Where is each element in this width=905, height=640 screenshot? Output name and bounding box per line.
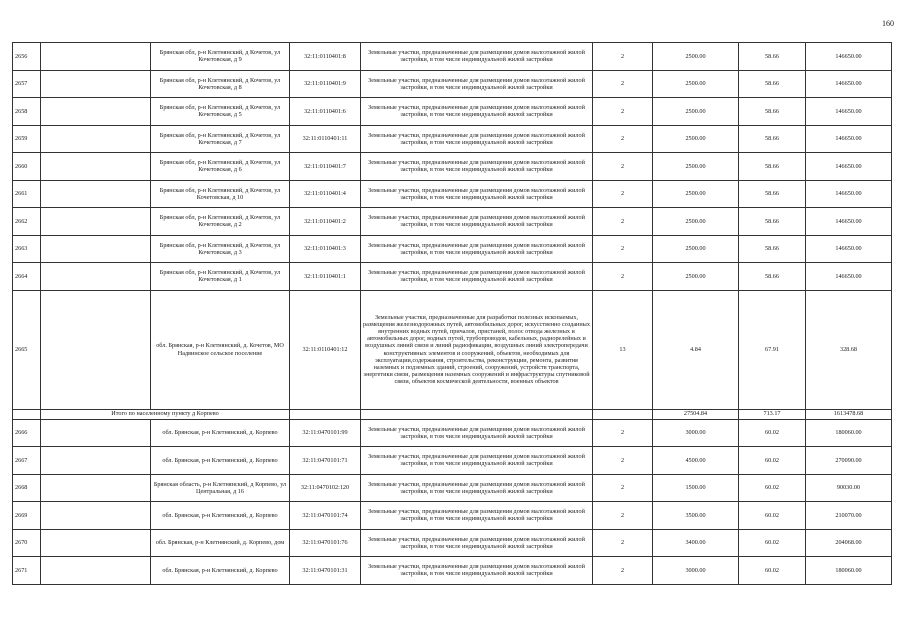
table-row xyxy=(13,419,892,447)
address-cell: Брянская обл, р-н Клетнянский, д Кочетов, ул Кочетовская, д 7 xyxy=(151,125,290,153)
area-value: 2500.00 xyxy=(653,153,739,181)
rate-value: 58.66 xyxy=(739,70,806,98)
empty-cell xyxy=(13,409,41,419)
area-value: 1500.00 xyxy=(653,474,739,502)
area-value: 2500.00 xyxy=(653,235,739,263)
total-rate: 713.17 xyxy=(739,409,806,419)
empty-cell xyxy=(41,447,151,475)
land-purpose: Земельные участки, предназначенные для размещения домов малоэтажной жилой застройки, в том числе индивидуальной жилой застройки xyxy=(361,529,593,557)
group-number: 2 xyxy=(593,502,653,530)
address-cell: обл. Брянская, р-н Клетнянский, д. Корпево xyxy=(151,502,290,530)
cadastral-value: 146650.00 xyxy=(806,98,892,126)
rate-value: 60.02 xyxy=(739,502,806,530)
group-number: 2 xyxy=(593,125,653,153)
empty-cell xyxy=(41,502,151,530)
row-number: 2662 xyxy=(13,208,41,236)
cadastral-value: 90030.00 xyxy=(806,474,892,502)
address-cell: обл. Брянская, р-н Клетнянский, д. Корпево xyxy=(151,557,290,585)
group-number: 2 xyxy=(593,153,653,181)
table-row xyxy=(13,502,892,530)
address-cell: Брянская обл, р-н Клетнянский, д Кочетов, ул Кочетовская, д 9 xyxy=(151,43,290,71)
area-value: 3500.00 xyxy=(653,502,739,530)
empty-cell xyxy=(41,290,151,409)
table-row xyxy=(13,447,892,475)
land-purpose: Земельные участки, предназначенные для размещения домов малоэтажной жилой застройки, в том числе индивидуальной жилой застройки xyxy=(361,153,593,181)
rate-value: 60.02 xyxy=(739,474,806,502)
cadastral-value: 204068.00 xyxy=(806,529,892,557)
cadastral-number: 32:11:0110401:12 xyxy=(290,290,361,409)
empty-cell xyxy=(41,235,151,263)
land-purpose: Земельные участки, предназначенные для размещения домов малоэтажной жилой застройки, в том числе индивидуальной жилой застройки xyxy=(361,502,593,530)
land-purpose: Земельные участки, предназначенные для размещения домов малоэтажной жилой застройки, в том числе индивидуальной жилой застройки xyxy=(361,263,593,291)
land-purpose: Земельные участки, предназначенные для размещения домов малоэтажной жилой застройки, в том числе индивидуальной жилой застройки xyxy=(361,125,593,153)
empty-cell xyxy=(593,409,653,419)
area-value: 3000.00 xyxy=(653,557,739,585)
rate-value: 58.66 xyxy=(739,153,806,181)
land-purpose: Земельные участки, предназначенные для размещения домов малоэтажной жилой застройки, в том числе индивидуальной жилой застройки xyxy=(361,419,593,447)
land-purpose: Земельные участки, предназначенные для размещения домов малоэтажной жилой застройки, в том числе индивидуальной жилой застройки xyxy=(361,557,593,585)
table-row xyxy=(13,153,892,181)
group-number: 2 xyxy=(593,447,653,475)
group-number: 2 xyxy=(593,474,653,502)
land-purpose: Земельные участки, предназначенные для размещения домов малоэтажной жилой застройки, в том числе индивидуальной жилой застройки xyxy=(361,474,593,502)
group-number: 2 xyxy=(593,208,653,236)
cadastral-number: 32:11:0110401:11 xyxy=(290,125,361,153)
empty-cell xyxy=(41,208,151,236)
empty-cell xyxy=(41,70,151,98)
cadastral-value: 146650.00 xyxy=(806,235,892,263)
land-purpose: Земельные участки, предназначенные для размещения домов малоэтажной жилой застройки, в том числе индивидуальной жилой застройки xyxy=(361,98,593,126)
rate-value: 58.66 xyxy=(739,125,806,153)
rate-value: 58.66 xyxy=(739,208,806,236)
empty-cell xyxy=(41,43,151,71)
group-number: 2 xyxy=(593,70,653,98)
row-number: 2664 xyxy=(13,263,41,291)
cadastral-value: 146650.00 xyxy=(806,180,892,208)
land-purpose: Земельные участки, предназначенные для размещения домов малоэтажной жилой застройки, в том числе индивидуальной жилой застройки xyxy=(361,447,593,475)
cadastral-number: 32:11:0110401:7 xyxy=(290,153,361,181)
area-value: 4500.00 xyxy=(653,447,739,475)
rate-value: 60.02 xyxy=(739,529,806,557)
empty-cell xyxy=(41,98,151,126)
land-purpose: Земельные участки, предназначенные для размещения домов малоэтажной жилой застройки, в том числе индивидуальной жилой застройки xyxy=(361,208,593,236)
cadastral-value: 146650.00 xyxy=(806,70,892,98)
table-row xyxy=(13,263,892,291)
address-cell: обл. Брянская, р-н Клетнянский, д. Корпево, дом xyxy=(151,529,290,557)
cadastral-number: 32:11:0470101:71 xyxy=(290,447,361,475)
row-number: 2665 xyxy=(13,290,41,409)
cadastral-value: 146650.00 xyxy=(806,125,892,153)
group-number: 2 xyxy=(593,98,653,126)
total-row xyxy=(13,409,892,419)
row-number: 2669 xyxy=(13,502,41,530)
cadastral-value: 180060.00 xyxy=(806,557,892,585)
cadastral-number: 32:11:0470101:99 xyxy=(290,419,361,447)
area-value: 2500.00 xyxy=(653,98,739,126)
empty-cell xyxy=(361,409,593,419)
row-number: 2658 xyxy=(13,98,41,126)
cadastral-number: 32:11:0110401:4 xyxy=(290,180,361,208)
rate-value: 60.02 xyxy=(739,447,806,475)
cadastral-number: 32:11:0110401:6 xyxy=(290,98,361,126)
address-cell: Брянская обл, р-н Клетнянский, д Кочетов, ул Кочетовская, д 8 xyxy=(151,70,290,98)
cadastral-value: 146650.00 xyxy=(806,153,892,181)
row-number: 2661 xyxy=(13,180,41,208)
address-cell: Брянская обл, р-н Клетнянский, д Кочетов, ул Кочетовская, д 1 xyxy=(151,263,290,291)
table-row xyxy=(13,557,892,585)
group-number: 2 xyxy=(593,263,653,291)
row-number: 2670 xyxy=(13,529,41,557)
table-row xyxy=(13,180,892,208)
land-purpose: Земельные участки, предназначенные для размещения домов малоэтажной жилой застройки, в том числе индивидуальной жилой застройки xyxy=(361,70,593,98)
empty-cell xyxy=(41,153,151,181)
cadastral-value: 270090.00 xyxy=(806,447,892,475)
empty-cell xyxy=(41,263,151,291)
address-cell: Брянская обл, р-н Клетнянский, д Кочетов, ул Кочетовская, д 3 xyxy=(151,235,290,263)
table-row xyxy=(13,70,892,98)
empty-cell xyxy=(41,125,151,153)
cadastral-number: 32:11:0470101:31 xyxy=(290,557,361,585)
table-row xyxy=(13,529,892,557)
cadastral-value: 210070.00 xyxy=(806,502,892,530)
row-number: 2671 xyxy=(13,557,41,585)
cadastral-value: 328.68 xyxy=(806,290,892,409)
area-value: 2500.00 xyxy=(653,263,739,291)
table-row xyxy=(13,290,892,409)
total-value: 1613478.68 xyxy=(806,409,892,419)
row-number: 2660 xyxy=(13,153,41,181)
total-label: Итого по населенному пункту д Корпево xyxy=(41,409,290,419)
row-number: 2659 xyxy=(13,125,41,153)
cadastral-number: 32:11:0110401:1 xyxy=(290,263,361,291)
area-value: 3000.00 xyxy=(653,419,739,447)
group-number: 2 xyxy=(593,180,653,208)
address-cell: Брянская обл, р-н Клетнянский, д Кочетов, ул Кочетовская, д 2 xyxy=(151,208,290,236)
rate-value: 58.66 xyxy=(739,98,806,126)
address-cell: Брянская область, р-н Клетнянский, д Корпево, ул Центральная, д 16 xyxy=(151,474,290,502)
land-purpose: Земельные участки, предназначенные для размещения домов малоэтажной жилой застройки, в том числе индивидуальной жилой застройки xyxy=(361,235,593,263)
cadastral-number: 32:11:0470102:120 xyxy=(290,474,361,502)
area-value: 3400.00 xyxy=(653,529,739,557)
group-number: 2 xyxy=(593,235,653,263)
group-number: 2 xyxy=(593,43,653,71)
rate-value: 67.91 xyxy=(739,290,806,409)
cadastral-value: 180060.00 xyxy=(806,419,892,447)
rate-value: 60.02 xyxy=(739,419,806,447)
table-row xyxy=(13,474,892,502)
area-value: 2500.00 xyxy=(653,43,739,71)
row-number: 2667 xyxy=(13,447,41,475)
address-cell: Брянская обл, р-н Клетнянский, д Кочетов, ул Кочетовская, д 6 xyxy=(151,153,290,181)
rate-value: 58.66 xyxy=(739,263,806,291)
rate-value: 58.66 xyxy=(739,235,806,263)
land-purpose: Земельные участки, предназначенные для разработки полезных ископаемых, размещения железнодорожных путей, автомобильных дорог, искусственно созданных внутренних водных путей, причалов, пристаней, полос отвода железных и автомобильных дорог, водных путей, трубопроводов, кабельных, радиорелейных и воздушных линий связи и линий радиофикации, воздушных линий электропередачи конструктивных элементов и сооружений, объектов, необходимых для эксплуатации,содержания, строительства, реконструкции, ремонта, развития наземных и подземных зданий, строений, сооружений, устройств транспорта, энергетики связи, размещения наземных сооружений и инфраструктуры спутниковой связи, объектов космической деятельности, военных объектов xyxy=(361,290,593,409)
rate-value: 58.66 xyxy=(739,43,806,71)
cadastral-number: 32:11:0110401:2 xyxy=(290,208,361,236)
table-row xyxy=(13,235,892,263)
page-number: 160 xyxy=(882,19,894,28)
table-row xyxy=(13,208,892,236)
land-purpose: Земельные участки, предназначенные для размещения домов малоэтажной жилой застройки, в том числе индивидуальной жилой застройки xyxy=(361,43,593,71)
empty-cell xyxy=(41,557,151,585)
area-value: 2500.00 xyxy=(653,180,739,208)
address-cell: Брянская обл, р-н Клетнянский, д Кочетов, ул Кочетовская, д 5 xyxy=(151,98,290,126)
cadastral-value: 146650.00 xyxy=(806,263,892,291)
group-number: 2 xyxy=(593,557,653,585)
rate-value: 60.02 xyxy=(739,557,806,585)
cadastral-number: 32:11:0470101:76 xyxy=(290,529,361,557)
group-number: 2 xyxy=(593,419,653,447)
cadastral-number: 32:11:0110401:3 xyxy=(290,235,361,263)
address-cell: обл. Брянская, р-н Клетнянский, д. Кочетов, МО Надвинское сельское поселение xyxy=(151,290,290,409)
row-number: 2666 xyxy=(13,419,41,447)
rate-value: 58.66 xyxy=(739,180,806,208)
area-value: 2500.00 xyxy=(653,125,739,153)
cadastral-value: 146650.00 xyxy=(806,43,892,71)
row-number: 2656 xyxy=(13,43,41,71)
table-row xyxy=(13,43,892,71)
group-number: 13 xyxy=(593,290,653,409)
cadastral-number: 32:11:0470101:74 xyxy=(290,502,361,530)
table-row xyxy=(13,98,892,126)
total-area: 27504.84 xyxy=(653,409,739,419)
row-number: 2657 xyxy=(13,70,41,98)
cadastral-number: 32:11:0110401:8 xyxy=(290,43,361,71)
row-number: 2668 xyxy=(13,474,41,502)
cadastral-value: 146650.00 xyxy=(806,208,892,236)
empty-cell xyxy=(41,419,151,447)
area-value: 2500.00 xyxy=(653,208,739,236)
area-value: 4.84 xyxy=(653,290,739,409)
empty-cell xyxy=(41,529,151,557)
row-number: 2663 xyxy=(13,235,41,263)
address-cell: Брянская обл, р-н Клетнянский, д Кочетов, ул Кочетовская, д 10 xyxy=(151,180,290,208)
area-value: 2500.00 xyxy=(653,70,739,98)
land-registry-table xyxy=(12,42,892,585)
cadastral-number: 32:11:0110401:9 xyxy=(290,70,361,98)
address-cell: обл. Брянская, р-н Клетнянский, д. Корпево xyxy=(151,447,290,475)
empty-cell xyxy=(41,474,151,502)
table-row xyxy=(13,125,892,153)
land-purpose: Земельные участки, предназначенные для размещения домов малоэтажной жилой застройки, в том числе индивидуальной жилой застройки xyxy=(361,180,593,208)
empty-cell xyxy=(41,180,151,208)
group-number: 2 xyxy=(593,529,653,557)
empty-cell xyxy=(290,409,361,419)
address-cell: обл. Брянская, р-н Клетнянский, д. Корпево xyxy=(151,419,290,447)
